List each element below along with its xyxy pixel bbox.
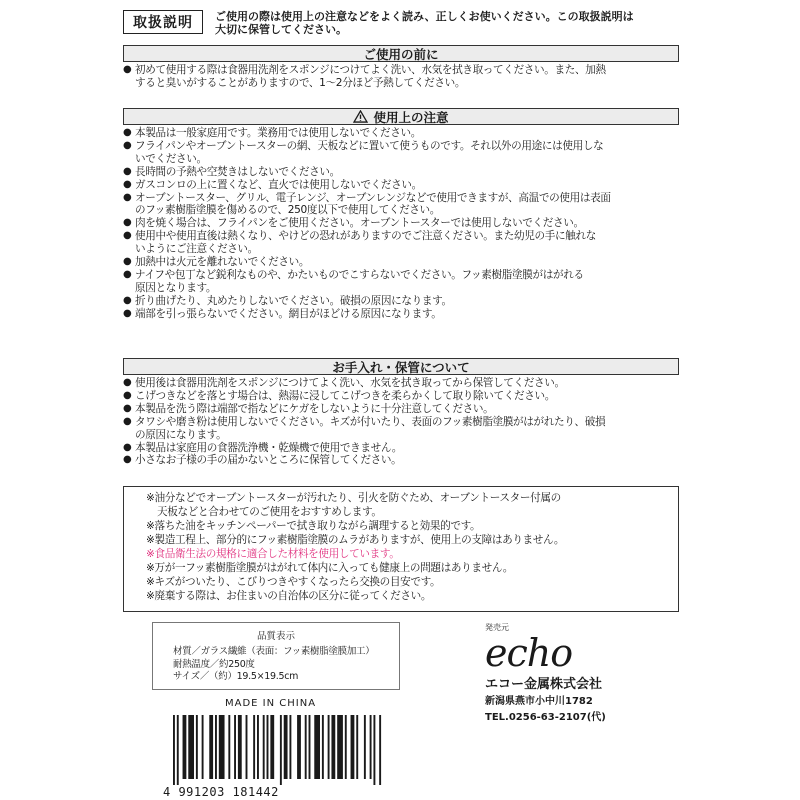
list-item <box>123 269 685 282</box>
bullet-icon: ● <box>123 165 132 177</box>
list-item <box>123 429 685 442</box>
quality-line: サイズ／（約）19.5×19.5cm <box>173 671 299 682</box>
bullet-icon: ● <box>123 402 132 414</box>
barcode-bar <box>356 715 358 779</box>
list-item <box>123 217 685 230</box>
list-item-text: フライパンやオーブントースターの網、天板などに置いて使うものです。それ以外の用途には使用しな <box>135 139 604 152</box>
list-item-text: 初めて使用する際は食器用洗剤をスポンジにつけてよく洗い、水気を拭き取ってください。また、加熱 <box>135 64 606 76</box>
list-item <box>123 416 685 429</box>
barcode-bar <box>228 715 230 779</box>
company-address: 新潟県燕市小中川1782 <box>485 696 593 707</box>
header <box>123 10 679 40</box>
bullet-icon: ● <box>123 217 132 229</box>
barcode-bar <box>202 715 204 779</box>
list-item-text: 本製品を洗う際は端部で指などにケガをしないように十分注意してください。 <box>135 402 494 415</box>
barcode-bar <box>309 715 311 779</box>
barcode <box>163 715 393 800</box>
section-header <box>123 108 679 125</box>
list-item-text: いでください。 <box>135 152 207 165</box>
barcode-bar <box>209 715 213 779</box>
header-line: ご使用の際は使用上の注意などをよく読み、正しくお使いください。この取扱説明は <box>215 10 634 23</box>
list-item <box>123 77 685 90</box>
list-item-text: タワシや磨き粉は使用しないでください。キズが付いたり、表面のフッ素樹脂塗膜がはがれたり、破損 <box>135 415 606 428</box>
list-item <box>123 377 685 390</box>
list-item-text: こげつきなどを落とす場合は、熱湯に浸してこげつきを柔らかくして取り除いてください。 <box>135 389 555 402</box>
header-text <box>215 10 685 36</box>
barcode-bar <box>177 715 179 785</box>
barcode-bar <box>297 715 301 779</box>
list-item <box>123 64 685 77</box>
list-item-text: 原因となります。 <box>135 281 217 294</box>
note-line: ※キズがついたり、こびりつきやすくなったら交換の目安です。 <box>146 576 441 588</box>
list-item-text: 本製品は家庭用の食器洗浄機・乾燥機で使用できません。 <box>135 441 402 454</box>
barcode-bar <box>370 715 372 779</box>
list-item-text: の原因になります。 <box>135 428 227 441</box>
list-item-text: ナイフや包丁など鋭利なものや、かたいものでこすらないでください。フッ素樹脂塗膜がはがれる <box>135 268 584 281</box>
list-item-text: いようにご注意ください。 <box>135 243 258 256</box>
note-line: ※食品衛生法の規格に適合した材料を使用しています。 <box>146 548 400 560</box>
bullet-icon: ● <box>123 127 132 138</box>
list-item <box>123 295 685 308</box>
barcode-bar <box>305 715 307 779</box>
list-item <box>123 308 685 321</box>
note-line: ※万が一フッ素樹脂塗膜がはがれて体内に入っても健康上の問題はありません。 <box>146 562 513 574</box>
section-title: ご使用の前に <box>363 46 439 62</box>
list-item-text: のフッ素樹脂塗膜を傷めるので、250度以下で使用してください。 <box>135 204 441 217</box>
quality-line: 耐熱温度／約250度 <box>173 658 255 670</box>
company-name: エコー金属株式会社 <box>485 677 603 692</box>
quality-label-box <box>152 622 400 690</box>
bullet-icon: ● <box>123 389 132 401</box>
barcode-digits: 4 991203 181442 <box>163 785 279 799</box>
barcode-bar <box>379 715 381 785</box>
list-item <box>123 140 685 153</box>
list-item-text: 端部を引っ張らないでください。網目がほどける原因になります。 <box>135 307 442 320</box>
barcode-bar <box>263 715 265 779</box>
section-title: 使用上の注意 <box>373 109 449 125</box>
list-item <box>123 166 685 179</box>
barcode-bar <box>246 715 248 779</box>
list-item <box>123 179 685 192</box>
echo-logo: echo <box>485 631 573 675</box>
section-items <box>123 377 685 467</box>
made-in-text: MADE IN CHINA <box>225 698 317 709</box>
list-item-text: すると臭いがすることがありますので、1～2分ほど予熱してください。 <box>135 76 466 89</box>
section-items <box>123 127 685 321</box>
bullet-icon: ● <box>123 139 132 151</box>
barcode-bar <box>257 715 259 779</box>
note-line: ※廃棄する際は、お住まいの自治体の区分に従ってください。 <box>146 590 432 602</box>
bullet-icon: ● <box>123 178 132 190</box>
barcode-bar <box>253 715 255 779</box>
barcode-bar <box>289 715 291 779</box>
note-line: ※油分などでオーブントースターが汚れたり、引火を防ぐため、オーブントースター付属の <box>146 492 561 504</box>
barcode-bar <box>183 715 187 779</box>
quality-line: 材質／ガラス繊維（表面：フッ素樹脂塗膜加工） <box>173 646 375 657</box>
maker-label: 発売元 <box>485 623 509 632</box>
section-items <box>123 64 685 90</box>
note-line: 天板などと合わせてのご使用をおすすめします。 <box>157 506 382 518</box>
bullet-icon: ● <box>123 307 132 319</box>
barcode-bar <box>267 715 269 779</box>
list-item <box>123 403 685 416</box>
instruction-label <box>121 0 681 800</box>
list-item <box>123 256 685 269</box>
header-line: 大切に保管してください。 <box>215 23 347 36</box>
barcode-bar <box>196 715 198 779</box>
bullet-icon: ● <box>123 415 132 427</box>
list-item <box>123 192 685 205</box>
bullet-icon: ● <box>123 64 132 75</box>
list-item <box>123 442 685 455</box>
bullet-icon: ● <box>123 377 132 388</box>
bullet-icon: ● <box>123 454 132 466</box>
quality-title: 品質表示 <box>256 631 295 642</box>
list-item <box>123 127 685 140</box>
list-item <box>123 204 685 217</box>
list-item-text: 折り曲げたり、丸めたりしないでください。破損の原因になります。 <box>135 294 452 307</box>
header-tag: 取扱説明 <box>123 10 203 34</box>
list-item <box>123 454 685 467</box>
barcode-bar <box>337 715 343 779</box>
barcode-bar <box>328 715 330 779</box>
barcode-bar <box>280 715 282 785</box>
barcode-bar <box>188 715 194 779</box>
bullet-icon: ● <box>123 256 132 268</box>
barcode-bar <box>351 715 355 779</box>
barcode-bar <box>270 715 274 779</box>
list-item-text: 使用後は食器用洗剤をスポンジにつけてよく洗い、水気を拭き取ってから保管してください。 <box>135 377 565 389</box>
barcode-bar <box>238 715 242 779</box>
list-item <box>123 390 685 403</box>
list-item-text: 肉を焼く場合は、フライパンをご使用ください。オーブントースターでは使用しないでください。 <box>135 217 584 230</box>
list-item-text: ガスコンロの上に置くなど、直火では使用しないでください。 <box>135 178 422 191</box>
barcode-bar <box>234 715 236 779</box>
barcode-bar <box>314 715 320 779</box>
warning-triangle-icon <box>353 110 368 123</box>
note-line: ※製造工程上、部分的にフッ素樹脂塗膜のムラがありますが、使用上の支障はありません。 <box>146 534 565 546</box>
list-item <box>123 243 685 256</box>
list-item <box>123 153 685 166</box>
notes-box <box>123 486 679 612</box>
barcode-bar <box>284 715 288 779</box>
barcode-bar <box>322 715 324 779</box>
bullet-icon: ● <box>123 294 132 306</box>
note-line: ※落ちた油をキッチンペーパーで拭き取りながら調理すると効果的です。 <box>146 520 481 532</box>
list-item-text: オーブントースター、グリル、電子レンジ、オーブンレンジなどで使用できますが、高温での使用は表面 <box>135 191 611 204</box>
list-item-text: 加熱中は火元を離れないでください。 <box>135 256 310 269</box>
maker-info <box>485 622 675 724</box>
bullet-icon: ● <box>123 191 132 203</box>
section-header <box>123 358 679 375</box>
barcode-bar <box>373 715 375 785</box>
list-item-text: 長時間の予熱や空焚きはしないでください。 <box>135 165 340 178</box>
barcode-bars <box>173 715 383 785</box>
list-item-text: 使用中や使用直後は熱くなり、やけどの恐れがありますのでご注意ください。また幼児の手に触れな <box>135 230 596 243</box>
list-item-text: 小さなお子様の手の届かないところに保管してください。 <box>135 454 402 467</box>
barcode-bar <box>331 715 335 779</box>
barcode-bar <box>215 715 217 779</box>
barcode-bar <box>364 715 366 779</box>
barcode-bar <box>173 715 175 785</box>
list-item <box>123 230 685 243</box>
list-item <box>123 282 685 295</box>
section-title: お手入れ・保管について <box>332 359 470 375</box>
barcode-bar <box>219 715 225 779</box>
company-tel: TEL.0256-63-2107(代) <box>485 712 606 723</box>
barcode-bar <box>345 715 347 779</box>
bullet-icon: ● <box>123 268 132 280</box>
bullet-icon: ● <box>123 230 132 242</box>
section-header <box>123 45 679 62</box>
list-item-text: 本製品は一般家庭用です。業務用では使用しないでください。 <box>135 127 421 139</box>
bullet-icon: ● <box>123 441 132 453</box>
